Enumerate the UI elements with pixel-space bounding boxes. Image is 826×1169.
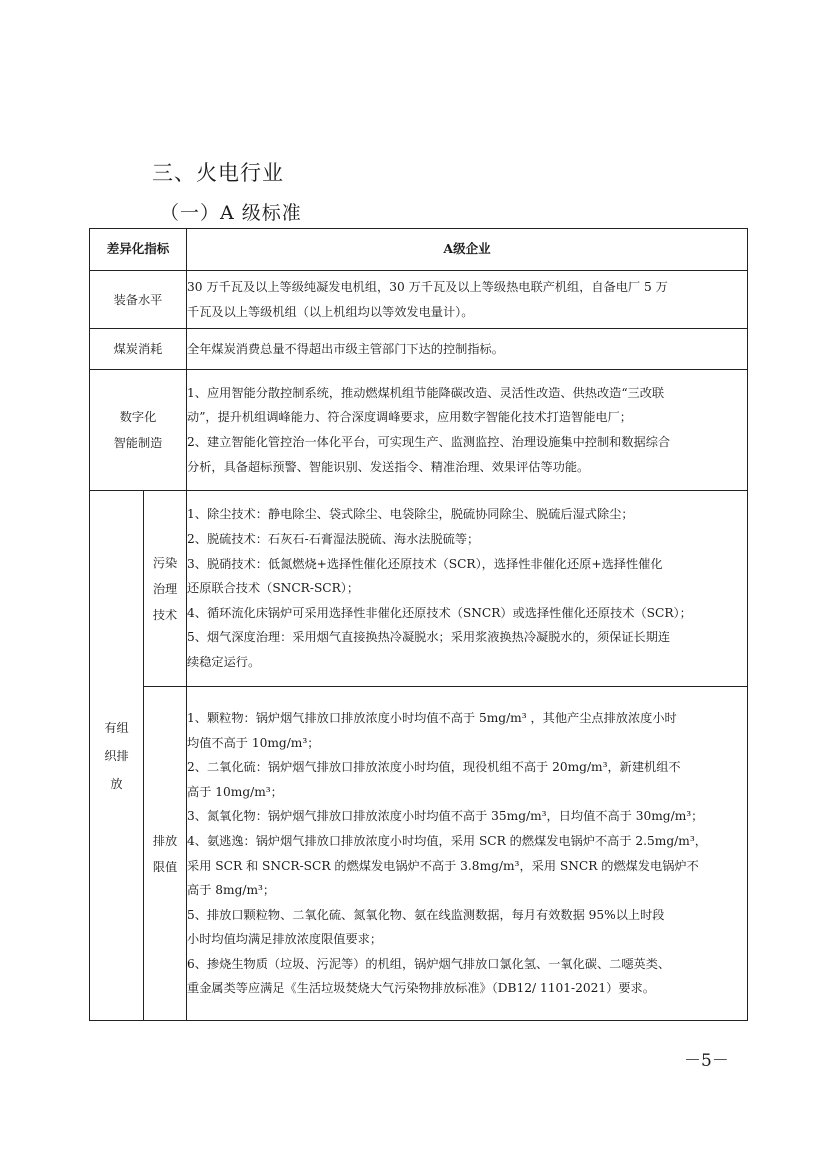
content-line: 2、建立智能化管控治一体化平台，可实现生产、监测监控、治理设施集中控制和数据综合 [187,435,671,449]
row-content-pollution-tech [187,491,748,687]
content-line: 6、掺烧生物质（垃圾、污泥等）的机组，锅炉烟气排放口氯化氢、一氧化碳、二噁英类、 [187,956,671,971]
row-content-emission-limits [187,687,748,1021]
label-line: 数字化 [119,410,157,424]
label-line: 技术 [152,607,178,622]
content-line: 4、氨逃逸：锅炉烟气排放口排放浓度小时均值，采用 SCR 的燃煤发电锅炉不高于 2.5mg/m³， [187,833,707,848]
content-line: 1、除尘技术：静电除尘、袋式除尘、电袋除尘，脱硫协同除尘、脱硫后湿式除尘； [187,507,634,522]
header-grade-a: A级企业 [187,229,748,271]
content-line: 千瓦及以上等级机组（以上机组均以等效发电量计）。 [187,304,474,319]
content-line: 动”，提升机组调峰能力、符合深度调峰要求，应用数字智能化技术打造智能电厂； [187,410,632,425]
content-line: 3、氮氧化物：锅炉烟气排放口排放浓度小时均值不高于 35mg/m³，日均值不高于 30mg/m³； [187,809,704,824]
content-line: 5、排放口颗粒物、二氧化硫、氮氧化物、氨在线监测数据，每月有效数据 95%以上时段 [187,907,665,922]
row-content-digital [187,370,748,491]
table-header-row [90,229,748,271]
content-line: 3、脱硝技术：低氮燃烧+选择性催化还原技术（SCR），选择性非催化还原+选择性催化 [187,556,663,571]
section-title: 三、火电行业 [152,161,284,185]
sub-label-pollution-tech [144,491,187,687]
sub-label-emission-limits [144,687,187,1021]
label-line: 有组 [104,720,129,735]
content-line: 4、循环流化床锅炉可采用选择性非催化还原技术（SNCR）或选择性催化还原技术（SCR）； [187,605,692,620]
content-line: 1、颗粒物：锅炉烟气排放口排放浓度小时均值不高于 5mg/m³ ，其他产尘点排放浓度小时 [187,710,677,725]
label-line: 智能制造 [113,436,163,450]
content-line: 高于 8mg/m³； [187,883,276,898]
table-row-digital [90,370,748,491]
table-row-equipment [90,271,748,329]
content-line: 还原联合技术（SNCR-SCR）； [187,581,360,596]
group-label-organized-emission [90,491,144,1021]
table-row-coal [90,329,748,370]
label-line: 治理 [152,581,178,596]
label-line: 放 [110,776,123,791]
standards-table [89,228,748,1021]
label-line: 污染 [152,555,178,570]
label-line: 织排 [104,748,129,763]
row-label-coal: 煤炭消耗 [90,329,187,370]
sub-title: （一）A 级标准 [160,202,302,224]
content-line: 5、烟气深度治理：采用烟气直接换热冷凝脱水；采用浆液换热冷凝脱水的，须保证长期连 [187,630,671,645]
content-line: 2、二氧化硫：锅炉烟气排放口排放浓度小时均值，现役机组不高于 20mg/m³，新建机组不 [187,760,681,775]
content-line: 分析，具备超标预警、智能识别、发送指令、精准治理、效果评估等功能。 [187,459,590,474]
content-line: 2、脱硫技术：石灰石-石膏湿法脱硫、海水法脱硫等； [187,532,480,547]
row-label-equipment: 装备水平 [90,271,187,329]
content-line: 1、应用智能分散控制系统，推动燃煤机组节能降碳改造、灵活性改造、供热改造“三改联 [187,385,665,400]
page-number: －5－ [684,1051,729,1071]
content-line: 采用 SCR 和 SNCR-SCR 的燃煤发电锅炉不高于 3.8mg/m³，采用 SNCR 的燃煤发电锅炉不 [187,858,699,873]
row-content-coal [187,329,748,370]
row-content-equipment [187,271,748,329]
content-line: 小时均值均满足排放浓度限值要求； [187,932,383,947]
content-line: 30 万千瓦及以上等级纯凝发电机组，30 万千瓦及以上等级热电联产机组，自备电厂 5 万 [187,279,668,294]
table-row-emission-limits [90,687,748,1021]
table-row-pollution-tech [90,491,748,687]
row-label-digital [90,370,187,491]
header-indicator: 差异化指标 [90,229,187,271]
content-line: 重金属类等应满足《生活垃圾焚烧大气污染物排放标准》（DB12/ 1101-2021）要求。 [187,981,655,996]
content-line: 全年煤炭消费总量不得超出市级主管部门下达的控制指标。 [187,341,504,356]
label-line: 排放 [152,833,178,848]
content-line: 均值不高于 10mg/m³； [187,735,320,750]
label-line: 限值 [152,859,178,874]
content-line: 高于 10mg/m³； [187,784,283,799]
content-line: 续稳定运行。 [187,654,261,669]
